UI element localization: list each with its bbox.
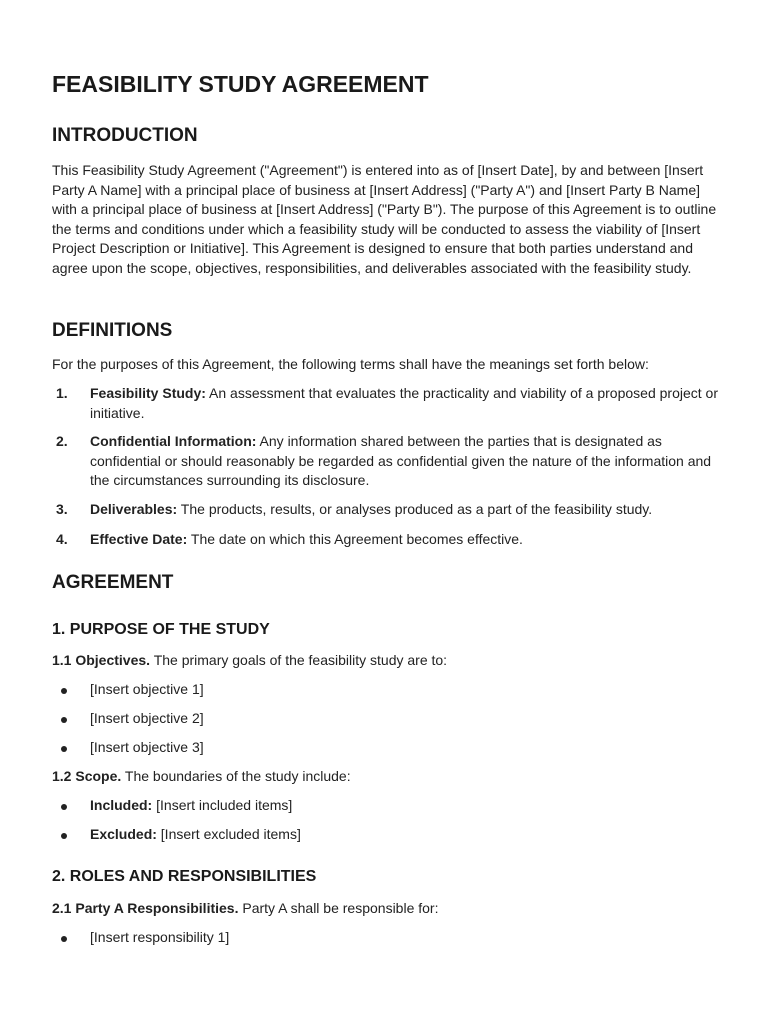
- responsibility-item: [52, 928, 718, 948]
- definition-text: The date on which this Agreement becomes effective.: [187, 531, 523, 547]
- introduction-text: This Feasibility Study Agreement ("Agreement") is entered into as of [Insert Date], by and between [Insert Party A Name] with a principal place of business at [Insert Address] ("Party A") and [Insert Party B Name] with a principal place of business at [Insert Address] ("Party B"). The purpose of this Agreement is to outline the terms and conditions under which a feasibility study will be conducted to assess the viability of [Insert Project Description or Initiative]. This Agreement is designed to ensure that both parties understand and agree upon the scope, objectives, responsibilities, and deliverables associated with the feasibility study.: [52, 162, 717, 276]
- definitions-heading: DEFINITIONS: [52, 320, 173, 341]
- definition-text: Any information shared between the parties that is designated as confidential or should reasonably be regarded as confidential given the nature of the information and the circumstances surrounding its disclosure.: [90, 433, 712, 488]
- bullet-icon: [61, 804, 67, 810]
- roles-heading: 2. ROLES AND RESPONSIBILITIES: [52, 868, 317, 885]
- scope-label: 1.2 Scope.: [52, 768, 122, 784]
- party-a-paragraph: [52, 899, 718, 919]
- definition-item: [52, 384, 718, 423]
- objectives-label: 1.1 Objectives.: [52, 652, 151, 668]
- bullet-icon: [61, 688, 67, 694]
- purpose-heading: 1. PURPOSE OF THE STUDY: [52, 621, 270, 638]
- objective-item: [52, 709, 718, 729]
- objectives-text: The primary goals of the feasibility study are to:: [150, 652, 448, 668]
- definition-item: [52, 530, 718, 550]
- scope-text: The boundaries of the study include:: [121, 768, 351, 784]
- introduction-heading: INTRODUCTION: [52, 125, 198, 146]
- definitions-intro: For the purposes of this Agreement, the following terms shall have the meanings set forth below:: [52, 356, 649, 372]
- objectives-paragraph: [52, 651, 718, 671]
- bullet-icon: [61, 717, 67, 723]
- objective-text: [Insert objective 3]: [90, 739, 204, 755]
- definition-number: 3.: [56, 501, 68, 517]
- objective-item: [52, 738, 718, 758]
- definition-term: Deliverables:: [90, 501, 178, 517]
- scope-item-text: [Insert excluded items]: [156, 826, 301, 842]
- scope-item-text: [Insert included items]: [152, 797, 293, 813]
- bullet-icon: [61, 746, 67, 752]
- definition-text: The products, results, or analyses produced as a part of the feasibility study.: [177, 501, 653, 517]
- objective-text: [Insert objective 1]: [90, 681, 204, 697]
- party-a-label: 2.1 Party A Responsibilities.: [52, 900, 239, 916]
- definition-number: 1.: [56, 385, 68, 401]
- definition-term: Confidential Information:: [90, 433, 257, 449]
- agreement-heading: AGREEMENT: [52, 572, 174, 593]
- definition-term: Effective Date:: [90, 531, 188, 547]
- scope-term: Excluded:: [90, 826, 157, 842]
- definition-term: Feasibility Study:: [90, 385, 206, 401]
- scope-term: Included:: [90, 797, 153, 813]
- definition-number: 2.: [56, 433, 68, 449]
- definition-item: [52, 432, 718, 491]
- objective-text: [Insert objective 2]: [90, 710, 204, 726]
- definition-text: An assessment that evaluates the practicality and viability of a proposed project or initiative.: [90, 385, 718, 421]
- responsibility-text: [Insert responsibility 1]: [90, 929, 230, 945]
- definition-number: 4.: [56, 531, 68, 547]
- definition-item: [52, 500, 718, 520]
- objective-item: [52, 680, 718, 700]
- scope-paragraph: [52, 767, 718, 787]
- scope-item: [52, 796, 718, 816]
- bullet-icon: [61, 833, 67, 839]
- bullet-icon: [61, 936, 67, 942]
- scope-item: [52, 825, 718, 845]
- party-a-text: Party A shall be responsible for:: [238, 900, 439, 916]
- document-title: FEASIBILITY STUDY AGREEMENT: [52, 71, 429, 97]
